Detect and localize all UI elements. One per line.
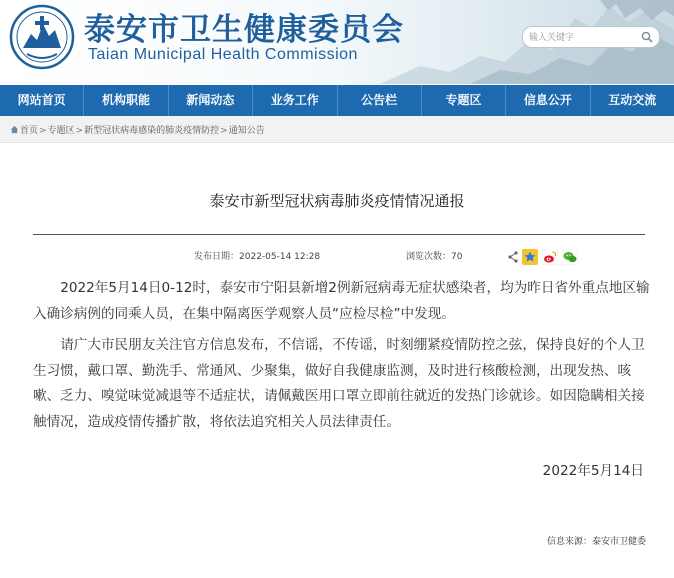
nav-item-functions[interactable]: 机构职能 <box>84 85 168 116</box>
site-title: 泰安市卫生健康委员会 <box>84 12 404 48</box>
article-paragraph: 请广大市民朋友关注官方信息发布，不信谣，不传谣，时刻绷紧疫情防控之弦，保持良好的个人卫生习惯，戴口罩、勤洗手、常通风、少聚集，做好自我健康监测，及时进行核酸检测，出现发热、咳嗽、乏力、嗅觉味觉减退等不适症状，请佩戴医用口罩立即前往就近的发热门诊就诊。如因隐瞒相关接触情况，造成疫情传播扩散，将依法追究相关人员法律责任。 <box>33 337 645 430</box>
view-count-value: 70 <box>451 252 463 262</box>
share-bar <box>508 248 578 266</box>
breadcrumb-notices[interactable]: 通知公告 <box>228 126 265 136</box>
site-subtitle: Taian Municipal Health Commission <box>88 46 358 63</box>
info-source-value: 泰安市卫健委 <box>591 537 646 547</box>
nav-item-notices[interactable]: 公告栏 <box>338 85 422 116</box>
info-source-label: 信息来源： <box>546 537 592 547</box>
breadcrumb <box>10 123 265 136</box>
share-icon <box>508 251 518 263</box>
breadcrumb-separator: > <box>39 126 47 136</box>
breadcrumb-bar <box>0 116 674 143</box>
breadcrumb-separator: > <box>75 126 84 136</box>
title-divider <box>33 234 645 235</box>
publish-date-meta <box>194 249 320 262</box>
breadcrumb-epidemic[interactable]: 新型冠状病毒感染的肺炎疫情防控 <box>84 126 220 136</box>
nav-item-disclosure[interactable]: 信息公开 <box>506 85 590 116</box>
signature-date: 2022年5月14日 <box>542 463 644 479</box>
qzone-icon[interactable] <box>522 249 538 265</box>
view-count-meta <box>406 249 462 262</box>
nav-item-home[interactable]: 网站首页 <box>0 85 84 116</box>
search-box <box>522 26 660 48</box>
breadcrumb-topics[interactable]: 专题区 <box>47 126 75 136</box>
publish-date-value: 2022-05-14 12:28 <box>239 252 321 262</box>
article-content <box>33 276 651 441</box>
nav-item-topics[interactable]: 专题区 <box>422 85 506 116</box>
breadcrumb-home[interactable]: 首页 <box>20 126 39 136</box>
logo-emblem-icon <box>9 4 75 72</box>
search-icon[interactable] <box>641 31 653 43</box>
breadcrumb-separator: > <box>220 126 228 136</box>
search-input[interactable] <box>529 29 637 45</box>
view-count-label: 浏览次数： <box>406 252 452 262</box>
article-paragraph: 2022年5月14日0-12时，泰安市宁阳县新增2例新冠病毒无症状感染者，均为昨日省外重点地区输入确诊病例的同乘人员，在集中隔离医学观察人员“应检尽检”中发现。 <box>33 280 650 322</box>
wechat-icon[interactable] <box>562 249 578 265</box>
weibo-icon[interactable] <box>542 249 558 265</box>
info-source <box>547 534 646 547</box>
nav-item-interaction[interactable]: 互动交流 <box>608 93 657 107</box>
publish-date-label: 发布日期： <box>194 252 240 262</box>
main-nav <box>0 85 674 116</box>
site-header <box>0 0 674 84</box>
home-icon <box>10 125 19 134</box>
nav-item-business[interactable]: 业务工作 <box>253 85 337 116</box>
article-title: 泰安市新型冠状病毒肺炎疫情情况通报 <box>209 192 465 210</box>
nav-item-news[interactable]: 新闻动态 <box>169 85 253 116</box>
